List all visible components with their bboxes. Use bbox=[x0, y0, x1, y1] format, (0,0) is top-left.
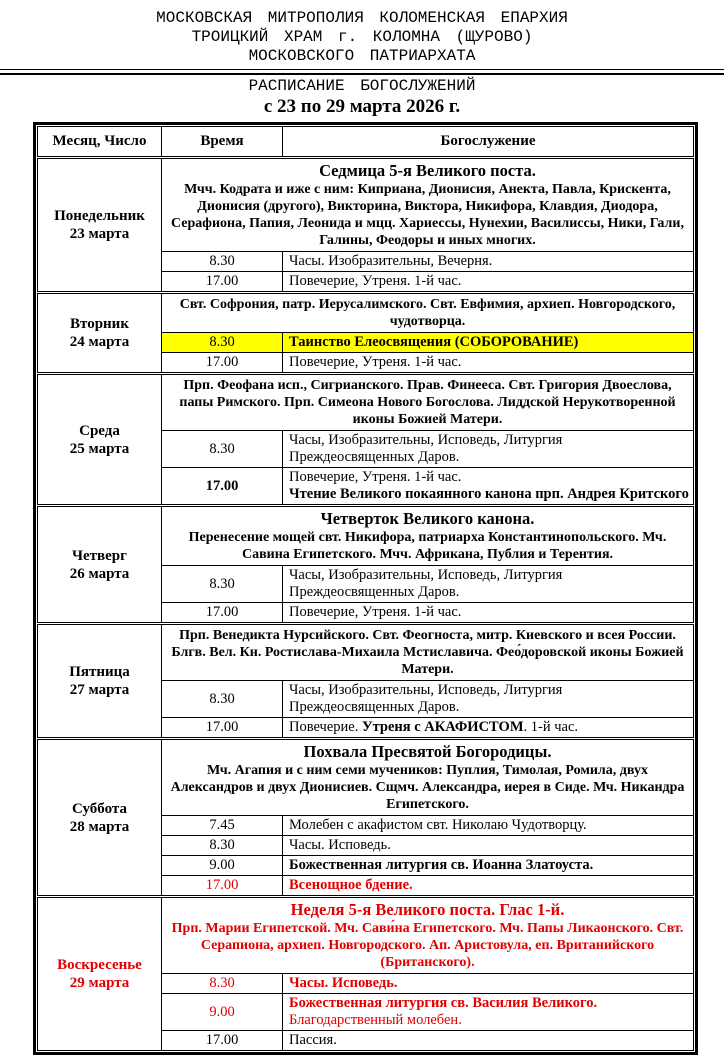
service-cell bbox=[283, 566, 694, 603]
letterhead bbox=[0, 0, 724, 66]
schedule-title: РАСПИСАНИЕ БОГОСЛУЖЕНИЙ bbox=[248, 77, 476, 95]
service-cell bbox=[283, 431, 694, 468]
day-date: 24 марта bbox=[69, 334, 130, 350]
feast-description bbox=[162, 374, 694, 431]
day-date: 28 марта bbox=[69, 818, 130, 835]
service-cell bbox=[283, 876, 694, 897]
day-block-row bbox=[38, 624, 694, 681]
time-cell: 17.00 bbox=[162, 603, 283, 624]
feast-description-line: Седмица 5-я Великого поста. bbox=[319, 161, 536, 180]
time-cell: 8.30 bbox=[162, 566, 283, 603]
service-cell bbox=[283, 681, 694, 718]
day-name: Среда bbox=[79, 422, 120, 439]
service-text: Божественная литургия св. Василия Великого. bbox=[289, 995, 598, 1011]
time-cell: 17.00 bbox=[162, 353, 283, 374]
day-block-row bbox=[38, 506, 694, 566]
service-cell bbox=[283, 816, 694, 836]
day-name: Суббота bbox=[72, 800, 127, 817]
service-cell bbox=[283, 603, 694, 624]
day-name: Понедельник bbox=[54, 208, 145, 224]
feast-description-line: Свт. Софрония, патр. Иерусалимского. Свт. Евфимия, архиеп. Новгородского, чудотворца. bbox=[179, 297, 676, 329]
time-cell: 8.30 bbox=[162, 252, 283, 272]
service-text: Повечерие, Утреня. 1-й час. bbox=[289, 354, 462, 370]
service-text: Часы. Исповедь. bbox=[289, 837, 391, 853]
service-text: Таинство Елеосвящения (СОБОРОВАНИЕ) bbox=[289, 334, 579, 350]
column-header-service: Богослужение bbox=[283, 127, 694, 158]
service-cell bbox=[283, 836, 694, 856]
service-text: Часы. Изобразительны, Вечерня. bbox=[289, 253, 493, 269]
day-name: Воскресенье bbox=[57, 957, 142, 973]
service-text: Всенощное бдение. bbox=[289, 877, 413, 893]
service-cell bbox=[283, 252, 694, 272]
feast-description-line: Похвала Пресвятой Богородицы. bbox=[303, 742, 552, 761]
service-cell bbox=[283, 856, 694, 876]
day-cell bbox=[38, 506, 162, 624]
service-text: . 1-й час. bbox=[523, 719, 579, 735]
feast-description bbox=[162, 624, 694, 681]
org-line-1: МОСКОВСКАЯ МИТРОПОЛИЯ КОЛОМЕНСКАЯ ЕПАРХИЯ bbox=[156, 9, 568, 27]
day-date: 25 марта bbox=[69, 440, 130, 457]
org-line-2: ТРОИЦКИЙ ХРАМ г. КОЛОМНА (ЩУРОВО) bbox=[191, 28, 533, 46]
column-header-day: Месяц, Число bbox=[38, 127, 162, 158]
day-name: Пятница bbox=[69, 664, 130, 680]
date-range: с 23 по 29 марта 2026 г. bbox=[263, 96, 461, 117]
day-name: Четверг bbox=[72, 547, 127, 564]
service-text: Благодарственный молебен. bbox=[289, 1012, 462, 1028]
service-text: Повечерие, Утреня. 1-й час. bbox=[289, 469, 462, 485]
service-cell bbox=[283, 1031, 694, 1051]
column-header-time: Время bbox=[162, 127, 283, 158]
service-cell bbox=[283, 994, 694, 1031]
service-cell bbox=[283, 974, 694, 994]
feast-description bbox=[162, 739, 694, 816]
time-cell: 17.00 bbox=[162, 468, 283, 506]
day-date: 26 марта bbox=[69, 565, 130, 582]
day-block-row bbox=[38, 158, 694, 252]
time-cell: 8.30 bbox=[162, 974, 283, 994]
time-cell: 9.00 bbox=[162, 856, 283, 876]
time-cell: 17.00 bbox=[162, 1031, 283, 1051]
day-date: 27 марта bbox=[69, 682, 130, 698]
service-text: Часы. Исповедь. bbox=[289, 975, 398, 991]
schedule-body bbox=[38, 158, 694, 1051]
service-cell bbox=[283, 353, 694, 374]
service-cell bbox=[283, 468, 694, 506]
service-text: Чтение Великого покаянного канона прп. Андрея Критского bbox=[289, 486, 689, 502]
day-date: 23 марта bbox=[69, 226, 130, 242]
day-name: Вторник bbox=[70, 316, 129, 332]
service-cell bbox=[283, 272, 694, 293]
service-text: Повечерие, Утреня. 1-й час. bbox=[289, 604, 462, 620]
feast-description-line: Перенесение мощей свт. Никифора, патриарха Константинопольского. Мч. Савина Египетского. Мчч. Африкана, Публия и Терентия. bbox=[188, 530, 667, 562]
feast-description-line: Мч. Агапия и с ним семи мучеников: Пуплия, Тимолая, Ромила, двух Александров и двух Дионисиев. Сщмч. Александра, иерея в Сиде. Мч. Никандра Египетского. bbox=[170, 763, 685, 812]
time-cell: 8.30 bbox=[162, 333, 283, 353]
service-text: Повечерие, Утреня. 1-й час. bbox=[289, 273, 462, 289]
service-text: Молебен с акафистом свт. Николаю Чудотворцу. bbox=[289, 817, 587, 833]
day-cell bbox=[38, 739, 162, 897]
schedule-table-frame bbox=[33, 122, 698, 1055]
feast-description bbox=[162, 158, 694, 252]
service-text: Часы, Изобразительны, Исповедь, Литургия Преждеосвященных Даров. bbox=[289, 682, 563, 715]
time-cell: 9.00 bbox=[162, 994, 283, 1031]
feast-description-line: Прп. Феофана исп., Сигрианского. Прав. Финееса. Свт. Григория Двоеслова, папы Римского. Прп. Симеона Нового Богослова. Лиддской Нерукотворенной иконы Божией Матери. bbox=[179, 378, 676, 427]
time-cell: 17.00 bbox=[162, 876, 283, 897]
service-text: Божественная литургия св. Иоанна Златоуста. bbox=[289, 857, 594, 873]
time-cell: 8.30 bbox=[162, 431, 283, 468]
service-text: Часы, Изобразительны, Исповедь, Литургия Преждеосвященных Даров. bbox=[289, 432, 563, 465]
schedule-table bbox=[37, 126, 694, 1051]
time-cell: 17.00 bbox=[162, 272, 283, 293]
divider-line bbox=[0, 69, 724, 75]
day-cell bbox=[38, 897, 162, 1051]
day-cell bbox=[38, 158, 162, 293]
service-cell bbox=[283, 718, 694, 739]
day-block-row bbox=[38, 739, 694, 816]
feast-description bbox=[162, 506, 694, 566]
day-block-row bbox=[38, 897, 694, 974]
feast-description-line: Неделя 5-я Великого поста. Глас 1-й. bbox=[290, 900, 565, 919]
feast-description-line: Четверток Великого канона. bbox=[320, 509, 535, 528]
feast-description bbox=[162, 897, 694, 974]
table-header-row bbox=[38, 127, 694, 158]
feast-description-line: Прп. Венедикта Нурсийского. Свт. Феогноста, митр. Киевского и всея России. Блгв. Вел. Кн. Ростислава-Михаила Мстиславича. Фео́доровской иконы Божией Матери. bbox=[171, 628, 684, 677]
day-cell bbox=[38, 374, 162, 506]
service-text: Пассия. bbox=[289, 1032, 337, 1048]
service-text: Часы, Изобразительны, Исповедь, Литургия Преждеосвященных Даров. bbox=[289, 567, 563, 600]
feast-description-line: Прп. Марии Египетской. Мч. Сави́на Египетского. Мч. Папы Ликаонского. Свт. Серапиона, архиеп. Новгородского. Ап. Аристовула, еп. Вританийского (Британского). bbox=[171, 921, 684, 970]
day-block-row bbox=[38, 293, 694, 333]
org-line-3: МОСКОВСКОГО ПАТРИАРХАТА bbox=[248, 47, 476, 65]
feast-description bbox=[162, 293, 694, 333]
feast-description-line: Мчч. Кодрата и иже с ним: Киприана, Дионисия, Анекта, Павла, Крискента, Дионисия (другого), Викторина, Виктора, Никифора, Клавдия, Диодора, Серафиона, Папия, Леонида и мцц. Хариессы, Нунехии, Василиссы, Ники, Гали, Галины, Феодоры и иных многих. bbox=[171, 182, 684, 248]
service-text: Утреня с АКАФИСТОМ bbox=[361, 719, 524, 735]
time-cell: 17.00 bbox=[162, 718, 283, 739]
service-text: Повечерие. bbox=[289, 719, 362, 735]
day-block-row bbox=[38, 374, 694, 431]
time-cell: 8.30 bbox=[162, 681, 283, 718]
day-date: 29 марта bbox=[69, 975, 130, 991]
service-cell bbox=[283, 333, 694, 353]
time-cell: 7.45 bbox=[162, 816, 283, 836]
day-cell bbox=[38, 624, 162, 739]
day-cell bbox=[38, 293, 162, 374]
time-cell: 8.30 bbox=[162, 836, 283, 856]
